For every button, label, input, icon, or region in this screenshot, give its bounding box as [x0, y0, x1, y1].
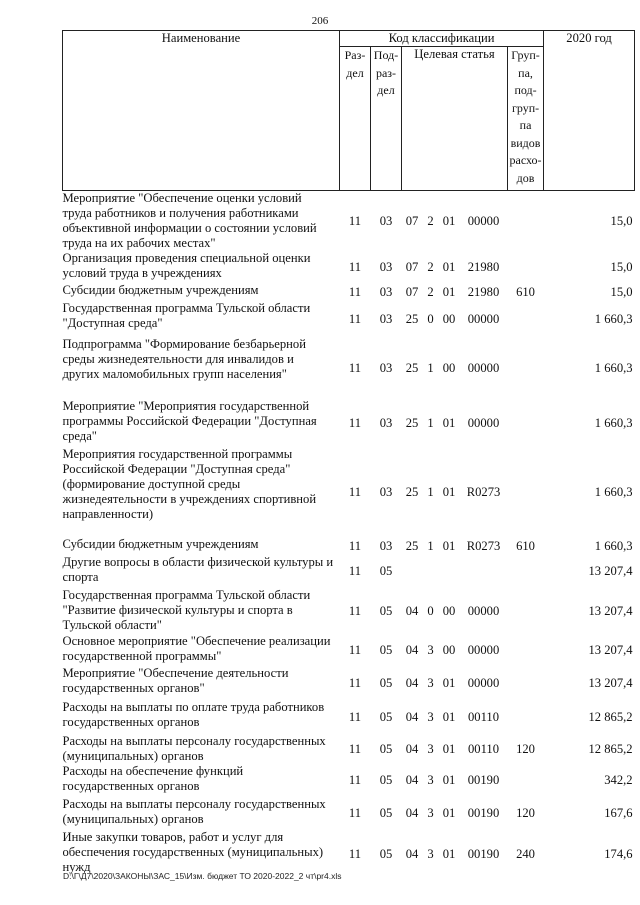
row-cs2: 1 [427, 415, 434, 430]
row-podrazdel: 05 [379, 741, 393, 756]
row-cs4: 00000 [467, 311, 500, 326]
row-group [508, 399, 544, 447]
row-razdel: 11 [348, 709, 362, 724]
row-podrazdel: 03 [379, 484, 393, 499]
row-cs4: R0273 [466, 484, 501, 499]
row-cs4: 21980 [467, 259, 500, 274]
row-group [508, 337, 544, 399]
row-cs4: 00000 [467, 675, 500, 690]
row-amount: 1 660,3 [594, 311, 633, 326]
budget-table [62, 30, 635, 878]
row-podrazdel: 03 [379, 259, 393, 274]
row-cs2: 2 [427, 284, 434, 299]
row-cs2: 2 [427, 259, 434, 274]
table-row [63, 283, 635, 301]
row-cs1: 07 [405, 284, 419, 299]
row-amount: 12 865,2 [588, 709, 633, 724]
row-razdel: 11 [348, 213, 362, 228]
row-cs3: 01 [442, 709, 456, 724]
row-cs2: 3 [427, 675, 434, 690]
row-cs2: 3 [427, 642, 434, 657]
header-year: 2020 год [544, 31, 635, 191]
table-row [63, 797, 635, 830]
row-cs1: 25 [405, 484, 419, 499]
row-podrazdel: 05 [379, 564, 393, 578]
table-row [63, 337, 635, 399]
row-amount: 174,6 [604, 846, 633, 861]
row-podrazdel: 05 [379, 603, 393, 618]
row-group: 610 [516, 284, 535, 299]
row-name: Государственная программа Тульской области "Развитие физической культуры и спорта в Тульской области" [62, 588, 311, 632]
row-cs4: 00190 [467, 806, 500, 820]
row-cs4: 00000 [467, 213, 500, 228]
header-name: Наименование [63, 31, 340, 191]
row-razdel: 11 [348, 741, 362, 756]
row-cs3 [439, 555, 460, 588]
row-podrazdel: 05 [379, 806, 393, 820]
row-amount: 342,2 [604, 773, 633, 787]
row-cs1: 07 [405, 259, 419, 274]
row-amount: 13 207,4 [588, 675, 633, 690]
row-group [508, 191, 544, 252]
row-cs4: 00000 [467, 603, 500, 618]
table-row [63, 251, 635, 283]
row-group [508, 634, 544, 666]
row-name: Расходы на выплаты по оплате труда работников государственных органов [62, 700, 325, 729]
row-cs3: 01 [442, 846, 456, 861]
row-podrazdel: 03 [379, 213, 393, 228]
header-target: Целевая статья [402, 47, 508, 191]
row-cs1 [402, 555, 423, 588]
row-name: Расходы на обеспечение функций государственных органов [62, 764, 244, 793]
row-podrazdel: 05 [379, 675, 393, 690]
row-cs1: 04 [405, 741, 419, 756]
row-podrazdel: 05 [379, 709, 393, 724]
row-cs4: 00110 [467, 709, 500, 724]
row-razdel: 11 [348, 773, 362, 787]
file-path-footer: D:\Г\Д7\2020\ЗАКОНЫ\ЗАС_15\Изм. бюджет ТО 2020-2022_2 чт\pr4.xls [63, 871, 342, 881]
table-row [63, 191, 635, 252]
row-cs1: 04 [405, 642, 419, 657]
row-razdel: 11 [348, 284, 362, 299]
row-group [508, 555, 544, 588]
row-cs1: 04 [405, 773, 419, 787]
row-cs3: 01 [442, 538, 456, 553]
row-razdel: 11 [348, 259, 362, 274]
row-cs3: 01 [442, 773, 456, 787]
row-cs4: 21980 [467, 284, 500, 299]
row-cs3: 00 [442, 603, 456, 618]
row-amount: 12 865,2 [588, 741, 633, 756]
row-group: 120 [516, 806, 535, 820]
row-cs2: 3 [427, 806, 434, 820]
row-cs3: 01 [442, 213, 456, 228]
row-podrazdel: 05 [379, 642, 393, 657]
row-group: 610 [516, 538, 535, 553]
row-podrazdel: 05 [379, 773, 393, 787]
row-cs2: 3 [427, 709, 434, 724]
row-razdel: 11 [348, 806, 362, 820]
row-name: Мероприятия государственной программы Российской Федерации "Доступная среда" (формирование доступной среды жизнедеятельности в учреждениях спортивной направленности) [62, 447, 317, 521]
row-name: Другие вопросы в области физической культуры и спорта [62, 555, 334, 584]
row-cs3: 01 [442, 675, 456, 690]
row-cs1: 25 [405, 311, 419, 326]
header-razdel: Раз- дел [340, 47, 371, 191]
row-cs2: 0 [427, 603, 434, 618]
row-amount: 13 207,4 [588, 642, 633, 657]
row-razdel: 11 [348, 311, 362, 326]
row-name: Подпрограмма "Формирование безбарьерной среды жизнедеятельности для инвалидов и других маломобильных групп населения" [62, 337, 306, 381]
row-cs1: 25 [405, 360, 419, 375]
row-cs3: 01 [442, 484, 456, 499]
row-cs2: 1 [427, 360, 434, 375]
row-group: 120 [516, 741, 535, 756]
table-row [63, 555, 635, 588]
header-classification: Код классификации [340, 31, 544, 47]
row-cs3: 01 [442, 741, 456, 756]
row-name: Иные закупки товаров, работ и услуг для обеспечения государственных (муниципальных) нужд [62, 830, 324, 874]
table-row [63, 301, 635, 337]
row-cs2: 3 [427, 773, 434, 787]
row-group [508, 666, 544, 700]
row-cs2: 1 [427, 538, 434, 553]
row-cs4: 00000 [467, 415, 500, 430]
row-cs1: 25 [405, 538, 419, 553]
row-cs1: 04 [405, 846, 419, 861]
row-cs4: 00000 [467, 642, 500, 657]
row-razdel: 11 [348, 564, 362, 578]
table-row [63, 588, 635, 634]
row-group [508, 700, 544, 734]
row-cs4: 00000 [467, 360, 500, 375]
row-cs3: 01 [442, 259, 456, 274]
table-row [63, 537, 635, 555]
row-amount: 13 207,4 [588, 564, 633, 578]
row-podrazdel: 03 [379, 415, 393, 430]
row-name: Организация проведения специальной оценки условий труда в учреждениях [62, 251, 311, 280]
row-cs1: 04 [405, 806, 419, 820]
header-podrazdel: Под- раз- дел [371, 47, 402, 191]
row-name: Расходы на выплаты персоналу государственных (муниципальных) органов [62, 797, 326, 826]
table-body [63, 191, 635, 879]
row-amount: 1 660,3 [594, 360, 633, 375]
row-cs2: 3 [427, 846, 434, 861]
row-podrazdel: 03 [379, 284, 393, 299]
row-podrazdel: 03 [379, 360, 393, 375]
row-razdel: 11 [348, 675, 362, 690]
table-row [63, 734, 635, 764]
row-amount: 1 660,3 [594, 484, 633, 499]
row-name: Мероприятие "Мероприятия государственной программы Российской Федерации "Доступная среда" [62, 399, 317, 443]
row-cs4: R0273 [466, 538, 501, 553]
row-cs4: 00190 [467, 773, 500, 787]
row-group [508, 251, 544, 283]
row-name: Расходы на выплаты персоналу государственных (муниципальных) органов [62, 734, 326, 763]
row-name: Мероприятие "Обеспечение деятельности государственных органов" [62, 666, 289, 695]
row-cs3: 00 [442, 360, 456, 375]
row-amount: 15,0 [610, 259, 633, 274]
row-podrazdel: 05 [379, 846, 393, 861]
row-cs2 [423, 555, 439, 588]
table-row [63, 700, 635, 734]
row-razdel: 11 [348, 538, 362, 553]
row-group [508, 588, 544, 634]
row-name: Мероприятие "Обеспечение оценки условий труда работников и получения работниками объективной информации о состоянии условий труда на их рабочих местах" [62, 191, 317, 250]
row-cs1: 04 [405, 709, 419, 724]
row-name: Субсидии бюджетным учреждениям [62, 537, 259, 551]
row-cs4 [460, 555, 508, 588]
row-podrazdel: 03 [379, 538, 393, 553]
row-cs3: 01 [442, 806, 456, 820]
header-group: Груп- па, под- груп- па видов расхо- дов [508, 47, 544, 191]
row-name: Основное мероприятие "Обеспечение реализации государственной программы" [62, 634, 331, 663]
row-razdel: 11 [348, 484, 362, 499]
row-razdel: 11 [348, 415, 362, 430]
row-razdel: 11 [348, 642, 362, 657]
row-razdel: 11 [348, 360, 362, 375]
row-cs4: 00190 [467, 846, 500, 861]
row-group [508, 764, 544, 797]
row-cs3: 00 [442, 311, 456, 326]
row-cs2: 0 [427, 311, 434, 326]
row-amount: 15,0 [610, 213, 633, 228]
row-group: 240 [516, 846, 535, 861]
row-name: Государственная программа Тульской области "Доступная среда" [62, 301, 311, 330]
page-number: 206 [311, 15, 329, 27]
row-amount: 1 660,3 [594, 415, 633, 430]
table-row [63, 666, 635, 700]
row-amount: 167,6 [604, 806, 633, 820]
row-amount: 13 207,4 [588, 603, 633, 618]
row-amount: 15,0 [610, 284, 633, 299]
row-cs1: 04 [405, 603, 419, 618]
row-cs1: 04 [405, 675, 419, 690]
row-razdel: 11 [348, 603, 362, 618]
row-name: Субсидии бюджетным учреждениям [62, 283, 259, 297]
row-cs2: 2 [427, 213, 434, 228]
table-row [63, 399, 635, 447]
row-group [508, 301, 544, 337]
table-row [63, 634, 635, 666]
row-cs3: 01 [442, 415, 456, 430]
table-row [63, 764, 635, 797]
table-row [63, 447, 635, 537]
row-amount: 1 660,3 [594, 538, 633, 553]
row-cs3: 00 [442, 642, 456, 657]
row-group [508, 447, 544, 537]
row-cs1: 07 [405, 213, 419, 228]
row-cs2: 3 [427, 741, 434, 756]
row-podrazdel: 03 [379, 311, 393, 326]
row-cs2: 1 [427, 484, 434, 499]
row-cs1: 25 [405, 415, 419, 430]
row-cs4: 00110 [467, 741, 500, 756]
row-cs3: 01 [442, 284, 456, 299]
row-razdel: 11 [348, 846, 362, 861]
